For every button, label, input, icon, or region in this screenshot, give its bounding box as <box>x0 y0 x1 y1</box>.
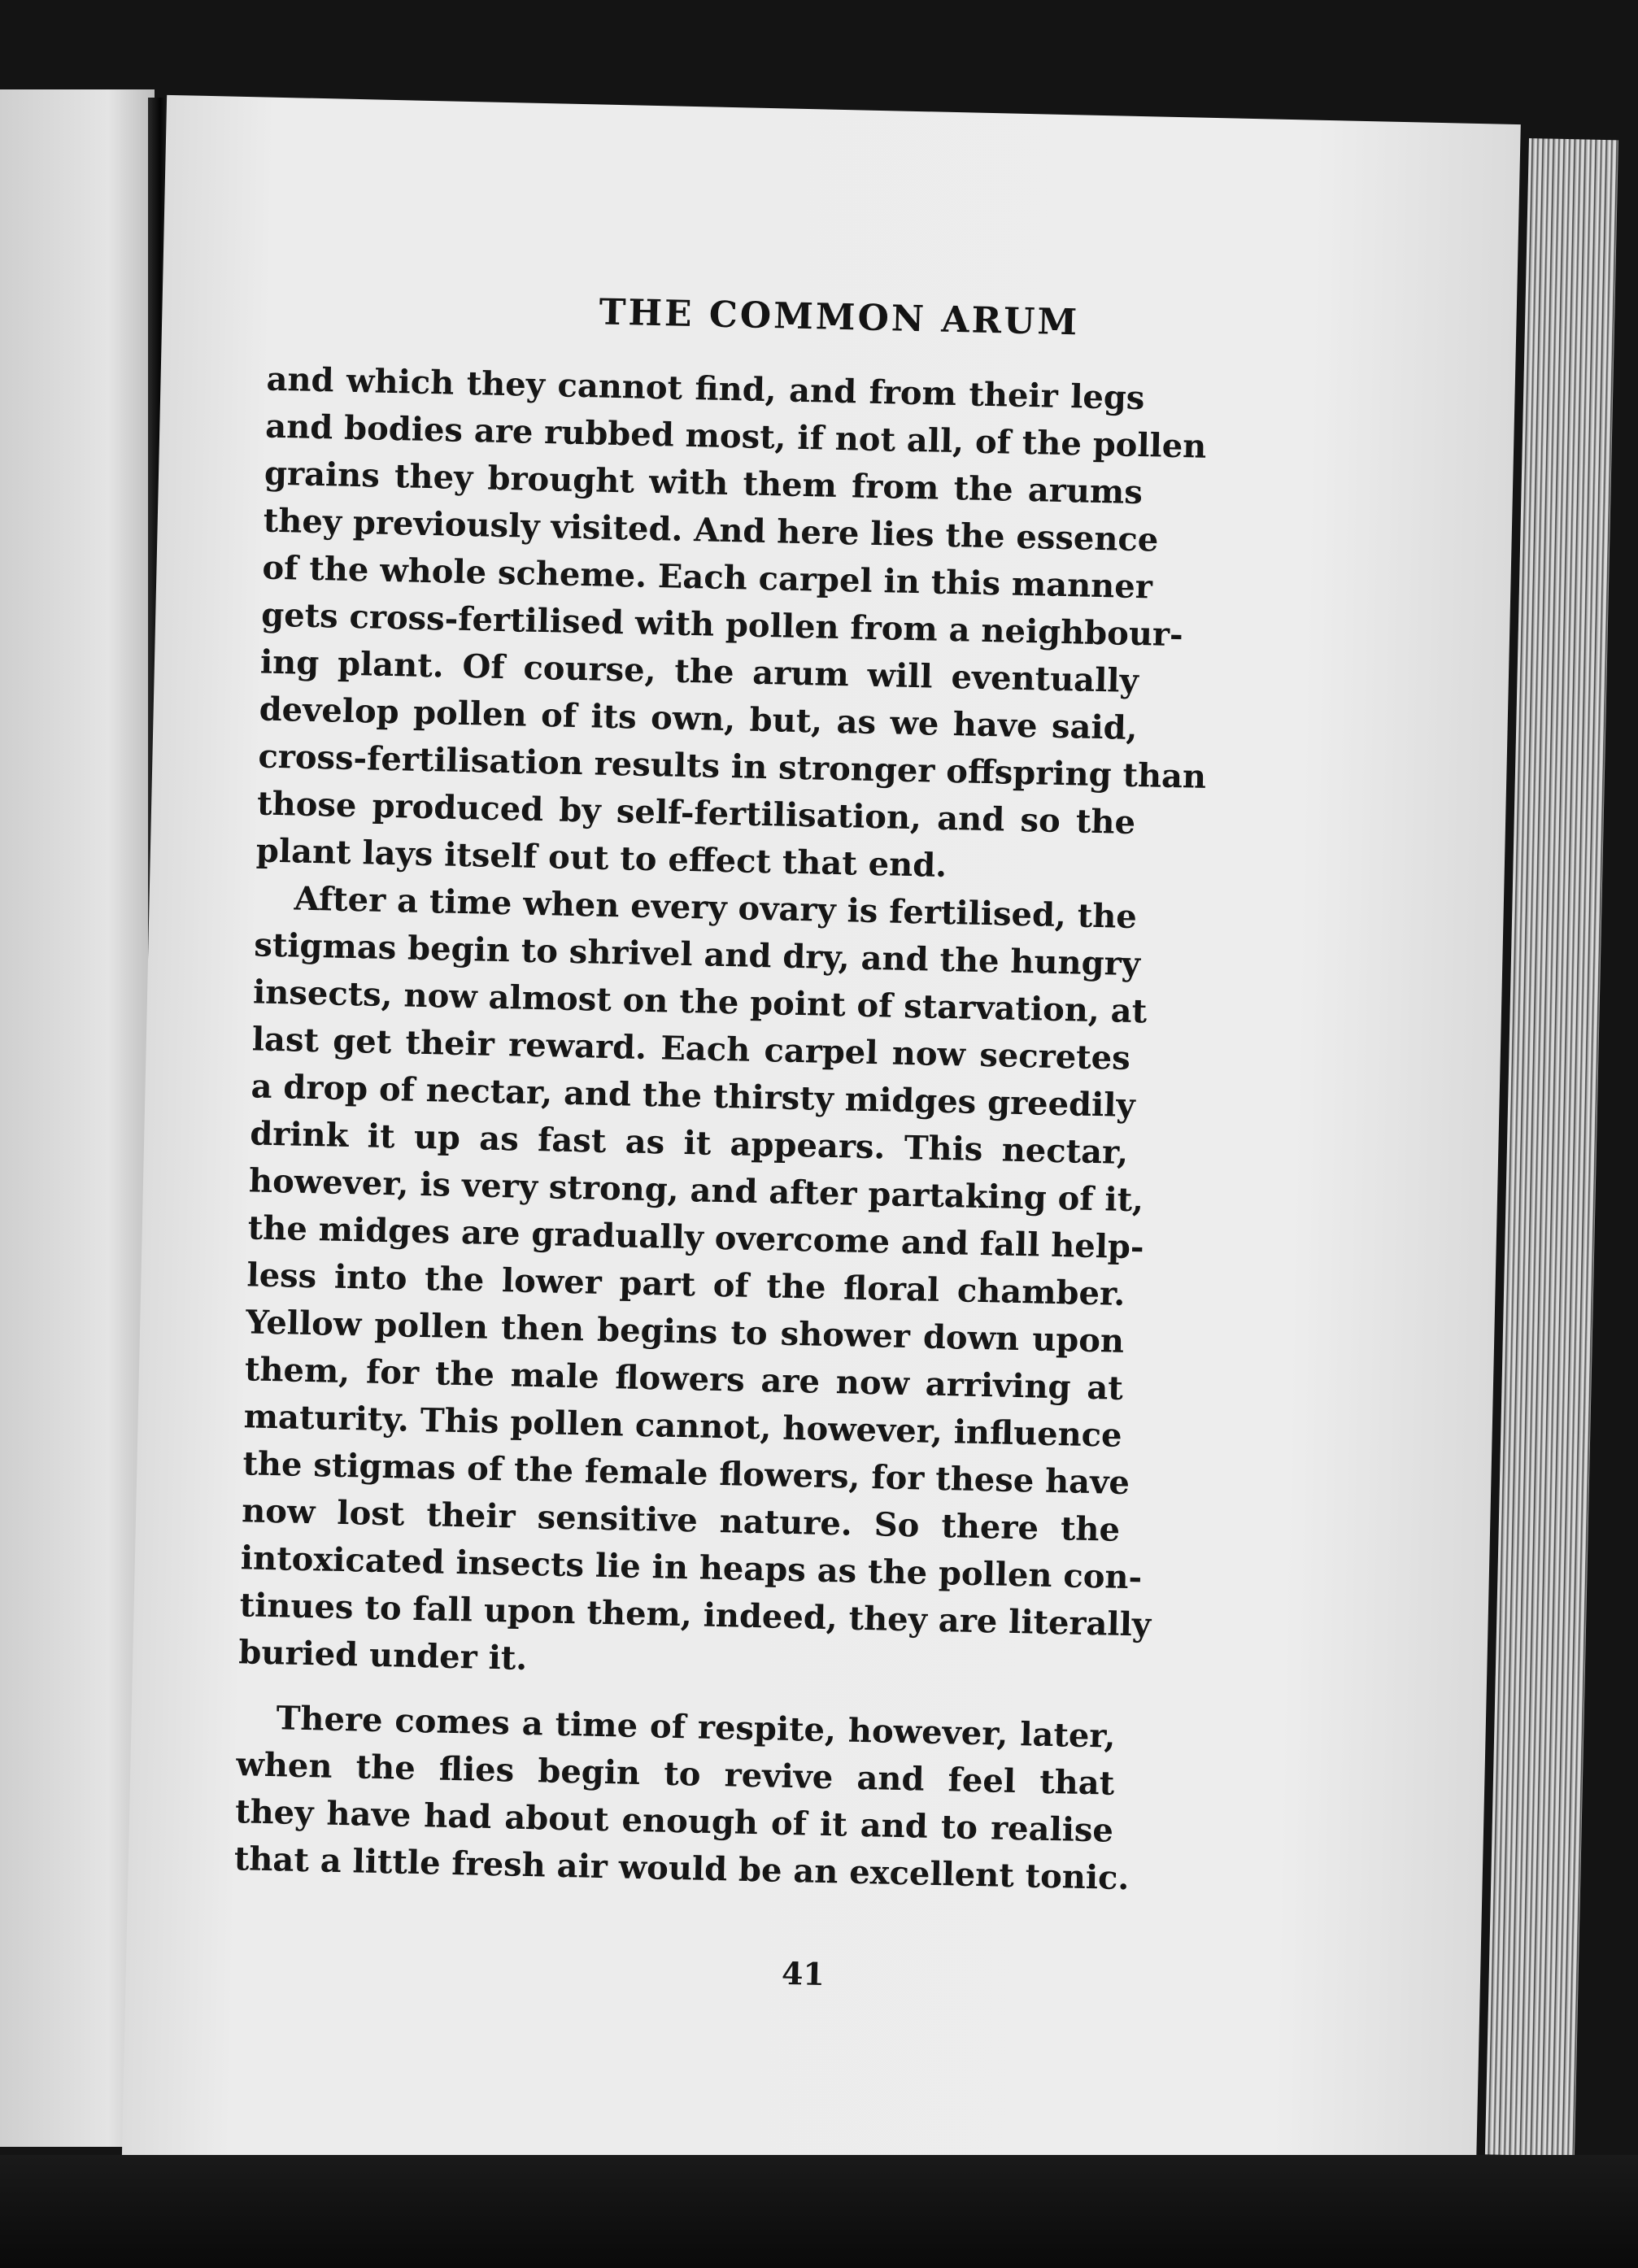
page-number: 41 <box>781 1954 826 1993</box>
text-line: and which they cannot find, and from their legs <box>266 359 1145 418</box>
text-line: less into the lower part of the floral chamber. <box>246 1256 1126 1313</box>
text-line: a drop of nectar, and the thirsty midges greedily <box>250 1067 1136 1125</box>
text-line: they have had about enough of it and to realise <box>234 1792 1114 1850</box>
text-line: tinues to fall upon them, indeed, they are literally <box>239 1586 1152 1644</box>
paragraph <box>237 874 1152 1695</box>
text-line: and bodies are rubbed most, if not all, of the pollen <box>264 407 1207 466</box>
text-line: however, is very strong, and after partaking of it, <box>248 1161 1144 1220</box>
running-head: THE COMMON ARUM <box>599 291 1080 344</box>
text-line: that a little fresh air would be an excellent tonic. <box>233 1839 1130 1898</box>
text-line: intoxicated insects lie in heaps as the pollen con- <box>240 1539 1143 1597</box>
text-line: cross-fertilisation results in stronger offspring than <box>257 737 1207 796</box>
text-line: Yellow pollen then begins to shower down upon <box>245 1303 1125 1360</box>
text-line: the stigmas of the female flowers, for these have <box>242 1444 1130 1503</box>
text-line: of the whole scheme. Each carpel in this manner <box>262 548 1153 607</box>
text-line: insects, now almost on the point of starvation, at <box>252 973 1148 1031</box>
text-line: After a time when every ovary is fertilised, the <box>294 879 1138 937</box>
text-line: plant lays itself out to effect that end. <box>255 831 948 885</box>
text-line: grains they brought with them from the arums <box>264 454 1144 512</box>
text-line: drink it up as fast as it appears. This nectar, <box>249 1114 1129 1172</box>
text-line: gets cross-fertilised with pollen from a neighbour- <box>260 595 1184 655</box>
text-line: buried under it. <box>237 1633 528 1678</box>
text-line: There comes a time of respite, however, later, <box>276 1699 1116 1756</box>
text-line: those produced by self-fertilisation, and so the <box>256 784 1136 842</box>
text-line: when the flies begin to revive and feel that <box>235 1745 1115 1803</box>
text-line: the midges are gradually overcome and fall help- <box>247 1208 1145 1267</box>
paragraph <box>255 356 1207 894</box>
text-line: they previously visited. And here lies the essence <box>263 501 1159 559</box>
text-line: maturity. This pollen cannot, however, influence <box>243 1397 1123 1455</box>
scanner-bed <box>0 2155 1638 2268</box>
text-line: them, for the male flowers are now arriving at <box>244 1350 1124 1408</box>
text-line: stigmas begin to shrivel and dry, and the hungry <box>253 925 1141 984</box>
body-text <box>233 356 1207 1902</box>
text-line: develop pollen of its own, but, as we have said, <box>259 690 1139 748</box>
text-line: ing plant. Of course, the arum will eventually <box>259 642 1139 701</box>
book-page <box>121 95 1520 2206</box>
text-line: now lost their sensitive nature. So there the <box>241 1491 1121 1549</box>
text-line: last get their reward. Each carpel now secretes <box>251 1020 1131 1077</box>
paragraph <box>233 1676 1130 1901</box>
